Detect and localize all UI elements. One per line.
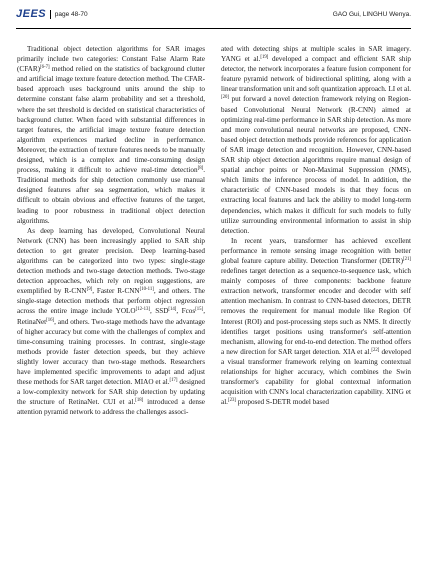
right-column — [221, 44, 411, 407]
citation-ref: [23] — [227, 398, 236, 404]
header-left — [16, 8, 88, 20]
citation-ref: [19] — [260, 55, 269, 61]
citation-ref: [16] — [46, 317, 55, 323]
citation-ref: [17] — [169, 378, 178, 384]
citation-ref: [18] — [135, 398, 144, 404]
citation-ref: [9] — [86, 287, 93, 293]
paragraph: In recent years, transformer has achieved excellent performance in remote sensing image recognition with better global feature capture ability. Detection Transformer (DETR)[21] redefines target detection as a sequence-to-sequence task, which mainly composes of three components: backbone feature extraction network, transformer encoder and decoder with self attention mechanism. In contrast to CNN-based detectors, DETR removes the requirement for manual module like Region Of Interest (ROI) and post-processing steps such as NMS. It directly identifies target positions using transformer's self-attention mechanism, allowing for end-to-end detection. The method offers a new direction for SAR target detection. XIA et al.[22] developed a visual transformer framework relying on learning contextual relationships for higher accuracy, which combines the Swin transformer's capability for global contextual information acquisition with CNN's local characterization capability. XING et al.[23] proposed S-DETR model based — [221, 236, 411, 407]
citation-ref: [22] — [371, 347, 380, 353]
citation-ref: [6-7] — [40, 65, 50, 71]
citation-ref: [10-11] — [139, 287, 154, 293]
citation-ref: [12-13] — [135, 307, 150, 313]
paragraph: ated with detecting ships at multiple scales in SAR imagery. YANG et al.[19] developed a compact and efficient SAR ship detector, the network incorporates a feature fusion component for feature pyramid network of bidirectional splitting, along with a linear transformation unit and soft quantization approach. LI et al.[20] put forward a novel detection framework relying on Region-based Convolutional Neural Network (R-CNN) aimed at optimizing real-time performance in SAR ship detection. As more and more convolutional neural networks are proposed, CNN-based object detection methods provide references for application of SAR image detection and recognition. However, CNN-based SAR ship object detection algorithms require manual design of spatial anchor points or Non-Maximal Suppression (NMS), which limits the inference process of model. In addition, the characteristic of CNN-based models is that they focus on extracting local features and lack the ability to model long-term dependencies, which makes it difficult for such models to fully utilize surrounding environmental information to assist in ship detection. — [221, 45, 411, 235]
journal-logo: JEES — [16, 8, 47, 20]
paragraph: As deep learning has developed, Convolutional Neural Network (CNN) has been increasingly applied to SAR ship detection to get greater precision. Deep learning-based algorithms can be categorized into two types: single-stage detection methods and two-stage detection methods. Two-stage detection approaches, which rely on region suggestions, are exemplified by R-CNN[9], Faster R-CNN[10-11], and others. The single-stage detection methods that perform object regression across the entire image include YOLO[12-13], SSD[14], Fcos[15], RetinaNet[16], and others. Two-stage methods have the advantage of higher accuracy but come with the challenges of complex and time-consuming training processes. In contrast, single-stage methods provide faster detection speeds, but they achieve slightly lower accuracy than two-stage methods. Researchers have implemented specific improvements to adapt and adjust these methods for SAR target detection. MIAO et al.[17] designed a low-complexity network for SAR ship detection by updating the structure of RetinaNet. CUI et al.[18] introduced a dense attention pyramid network to address the challenges associ- — [17, 226, 205, 417]
citation-ref: [14] — [168, 307, 177, 313]
citation-ref: [8] — [197, 166, 204, 172]
running-authors: GAO Gui, LINGHU Wenya. — [332, 10, 411, 18]
left-column — [17, 44, 205, 417]
page-header — [16, 0, 411, 29]
paragraph: Traditional object detection algorithms for SAR images primarily include two categories: Constant False Alarm Rate (CFAR)[6-7] method relied on the statistics of background clutter and artificial image texture feature detection method. The CFAR-based approach uses background units around the ship to determine constant false alarm probability and set a threshold, where the set threshold is decided on statistical characteristics of background clutter. When faced with substantial differences in target features, the artificial image texture feature detection algorithm experiences marked decline in performance. Moreover, the extraction of texture features needs to be manually designed, which is a complex and time-consuming design process, making it difficult to achieve real-time detection[8]. Traditional methods for ship detection commonly use manual designed features after sea segmentation, which makes it difficult to obtain obvious and effective features of the target, leading to poor robustness in traditional object detection algorithms. — [17, 45, 205, 225]
citation-ref: [21] — [403, 256, 411, 262]
citation-ref: [20] — [221, 95, 229, 101]
citation-ref: [15] — [195, 307, 204, 313]
header-divider — [50, 10, 51, 19]
page-range: page 48-70 — [54, 10, 88, 18]
